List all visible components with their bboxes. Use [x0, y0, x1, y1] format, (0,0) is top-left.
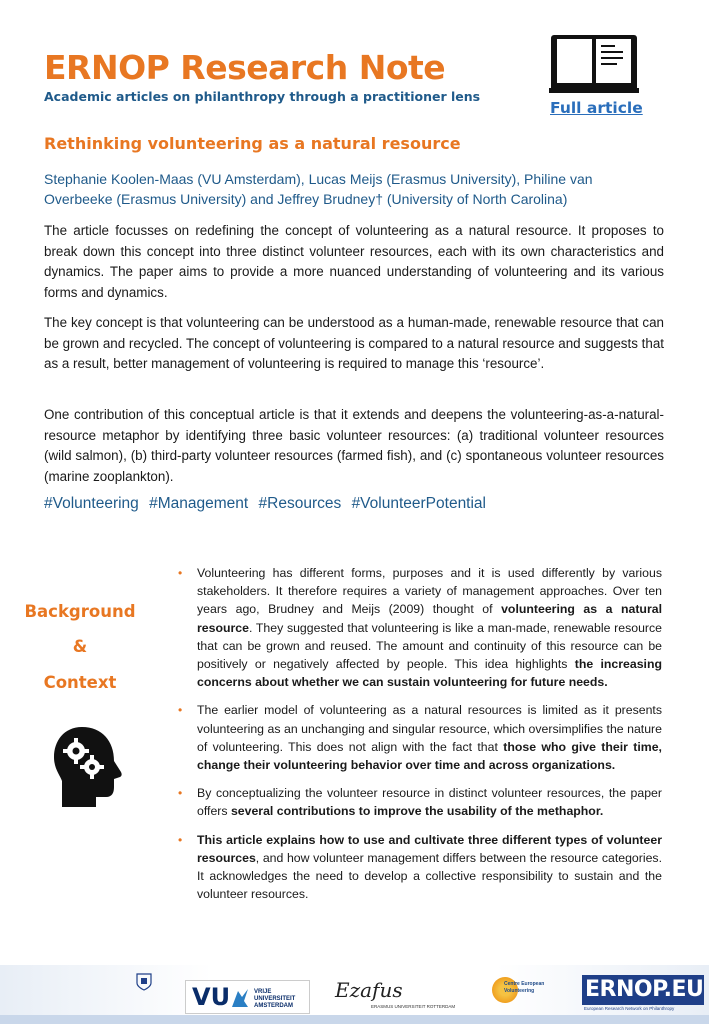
hashtags — [44, 495, 492, 513]
head-gears-icon — [52, 725, 124, 809]
paragraph-intro: The article focusses on redefining the concept of volunteering as a natural resource. It proposes to break down this concept into three distinct volunteer resources, each with its own characteristics and dynamics. The paper aims to provide a more nuanced understanding of volunteering and its various forms and dynamics. — [44, 223, 664, 300]
hashtag[interactable]: #Management — [149, 495, 249, 512]
university-crest-logo[interactable] — [112, 973, 176, 1015]
paragraph-key-concept: The key concept is that volunteering can be understood as a human-made, renewable resource that can be grown and recycled. The concept of volunteering is compared to a natural resource and suggests that as a result, better management of volunteering is required to manage this ‘resource’. — [44, 315, 664, 371]
vu-logo-name: VRIJE UNIVERSITEIT AMSTERDAM — [254, 989, 296, 1009]
ernop-logo[interactable] — [582, 975, 704, 1013]
vu-amsterdam-logo[interactable] — [185, 980, 310, 1014]
open-book-icon[interactable] — [549, 33, 639, 95]
cev-logo-label: Centre European Volunteering — [504, 981, 545, 994]
bullet-item: • Volunteering has different forms, purposes and it is used differently by various stakeholders. It therefore requires a variety of management approaches. Over ten years ago, Brudney and Meijs (2009) thought of volunteering as a natural resource. They suggested that volunteering is like a man-made, renewable resource that can be grown and reused. The amount and continuity of this resource can be positively or negatively affected by people. This idea highlights the increasing concerns about whether we can sustain volunteering for future needs. — [176, 564, 662, 691]
hashtag[interactable]: #Resources — [258, 495, 342, 512]
griffin-icon — [230, 987, 250, 1009]
hashtag[interactable]: #VolunteerPotential — [351, 495, 486, 512]
erasmus-logo-script: Ezafus — [335, 978, 403, 1002]
erasmus-logo-sub: ERASMUS UNIVERSITEIT ROTTERDAM — [371, 1004, 456, 1009]
bullet-item: • The earlier model of volunteering as a natural resources is limited as it presents volunteering as an unchanging and singular resource, which oversimplifies the nature of volunteering. This does not align with the fact that those who give their time, change their volunteering behavior over time and across organizations. — [176, 701, 662, 774]
crest-icon — [136, 973, 152, 991]
page-title: ERNOP Research Note — [44, 48, 446, 87]
erasmus-logo[interactable] — [335, 978, 485, 1012]
full-article-link[interactable]: Full article — [550, 99, 643, 117]
page-subtitle: Academic articles on philanthropy through a practitioner lens — [44, 89, 481, 104]
vu-logo-text: VU — [192, 983, 231, 1011]
background-bullets — [176, 564, 662, 913]
footer-bar — [0, 1015, 709, 1024]
section-heading-ampersand: & — [72, 637, 88, 656]
section-heading-context: Context — [43, 673, 117, 692]
bullet-item: • This article explains how to use and cultivate three different types of volunteer resources, and how volunteer management differs between the resource categories. It acknowledges the need to develop a collective responsibility to sustain and the volunteer resources. — [176, 831, 662, 904]
cev-logo[interactable] — [492, 975, 547, 1013]
paragraph-contribution: One contribution of this conceptual article is that it extends and deepens the volunteering-as-a-natural-resource metaphor by identifying three basic volunteer resources: (a) traditional volunteer resources (wild salmon), (b) third-party volunteer resources (farmed fish), and (c) spontaneous volunteer resources (marine zooplankton). — [44, 407, 664, 484]
authors: Stephanie Koolen-Maas (VU Amsterdam), Lucas Meijs (Erasmus University), Philine van Overbeeke (Erasmus University) and Jeffrey Brudney† (University of North Carolina) — [44, 171, 593, 207]
hashtag[interactable]: #Volunteering — [44, 495, 139, 512]
bullet-item: • By conceptualizing the volunteer resource in distinct volunteer resources, the paper offers several contributions to improve the usability of the methaphor. — [176, 784, 662, 820]
article-title: Rethinking volunteering as a natural resource — [44, 134, 461, 153]
ernop-logo-word: ERNOP.EU — [585, 977, 704, 1002]
section-heading-background: Background — [24, 602, 136, 621]
ernop-logo-tag: European Research Network on Philanthropy — [584, 1006, 675, 1011]
